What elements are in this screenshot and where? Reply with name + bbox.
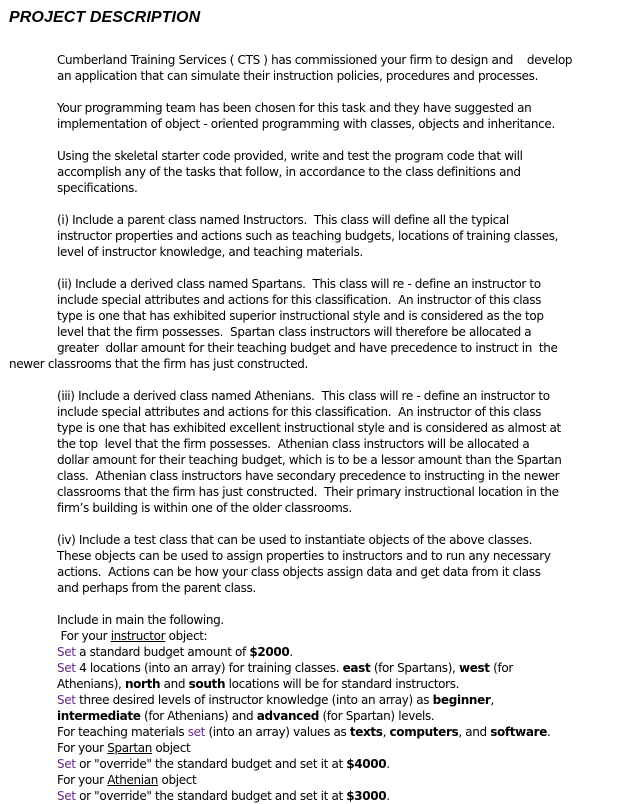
paragraph-intro [57, 52, 585, 84]
text-line: actions. Actions can be how your class objects assign data and get data from it class [57, 565, 541, 579]
text-span: , and [458, 725, 491, 739]
text-span: For your [57, 773, 108, 787]
paragraph-starter-code [57, 148, 585, 196]
text-span: For your [57, 741, 108, 755]
text-span: (for Athenians) and [140, 709, 257, 723]
athenian-budget-value: $3000 [346, 789, 387, 803]
text-span: Athenians), [57, 677, 125, 691]
text-line: These objects can be used to assign properties to instructors and to run any necessary [57, 549, 551, 563]
text-line: instructor properties and actions such as teaching budgets, locations of training classes, [57, 229, 559, 243]
set-keyword: Set [57, 789, 76, 803]
text-span: . [547, 725, 551, 739]
text-span: (into an array) values as [204, 725, 350, 739]
paragraph-team [57, 100, 585, 132]
text-span: (for Spartans), [370, 661, 459, 675]
set-keyword: Set [57, 661, 76, 675]
level-advanced: advanced [256, 709, 319, 723]
material-computers: computers [389, 725, 459, 739]
text-line: (ii) Include a derived class named Spartans. This class will re - define an instructor to [57, 277, 541, 291]
location-east: east [342, 661, 371, 675]
text-line: level that the firm possesses. Spartan class instructors will therefore be allocated a [57, 325, 532, 339]
text-span: and [160, 677, 189, 691]
text-span: , [382, 725, 390, 739]
text-span: For your [57, 629, 111, 643]
text-line: include special attributes and actions for this classification. An instructor of this class [57, 293, 542, 307]
location-west: west [458, 661, 490, 675]
text-span: . [386, 789, 390, 803]
text-line: newer classrooms that the firm has just constructed. [9, 357, 309, 371]
set-keyword: Set [57, 693, 76, 707]
text-line: (iii) Include a derived class named Athenians. This class will re - define an instructor to [57, 389, 550, 403]
locations-line [57, 660, 585, 676]
athenian-heading [57, 772, 585, 788]
spartan-budget-line [57, 756, 585, 772]
levels-line-continued [57, 708, 585, 724]
text-span: object [158, 773, 197, 787]
locations-line-continued [57, 676, 585, 692]
text-line: greater dollar amount for their teaching budget and have precedence to instruct in the [57, 341, 558, 355]
text-line: classrooms that the firm has just constructed. Their primary instructional location in the [57, 485, 559, 499]
level-intermediate: intermediate [57, 709, 141, 723]
text-line: firm’s building is within one of the older classrooms. [57, 501, 352, 515]
instructor-heading [57, 628, 585, 644]
text-line: and perhaps from the parent class. [57, 581, 256, 595]
text-line: an application that can simulate their instruction policies, procedures and processes. [57, 69, 539, 83]
budget-line [57, 644, 585, 660]
text-line: (i) Include a parent class named Instructors. This class will define all the typical [57, 213, 509, 227]
set-keyword: set [187, 725, 205, 739]
paragraph-athenians-class [57, 388, 585, 516]
text-line: Your programming team has been chosen for this task and they have suggested an [57, 101, 532, 115]
page-title: PROJECT DESCRIPTION [9, 9, 201, 26]
text-line: dollar amount for their teaching budget, which is to be a lessor amount than the Spartan [57, 453, 562, 467]
spartan-budget-value: $4000 [346, 757, 387, 771]
text-line: type is one that has exhibited excellent instructional style and is considered as almost at [57, 421, 561, 435]
text-line: level of instructor knowledge, and teaching materials. [57, 245, 363, 259]
text-line: include special attributes and actions for this classification. An instructor of this class [57, 405, 542, 419]
levels-line [57, 692, 585, 708]
text-span: . [386, 757, 390, 771]
text-span: three desired levels of instructor knowledge (into an array) as [75, 693, 433, 707]
text-span: locations will be for standard instructors. [225, 677, 460, 691]
text-span: (for Spartan) levels. [318, 709, 435, 723]
material-software: software [490, 725, 548, 739]
text-span: or "override" the standard budget and set it at [75, 757, 347, 771]
budget-value: $2000 [249, 645, 290, 659]
text-line: (iv) Include a test class that can be used to instantiate objects of the above classes. [57, 533, 533, 547]
text-line: specifications. [57, 181, 138, 195]
text-span: . [289, 645, 293, 659]
spartan-link-text: Spartan [107, 741, 152, 755]
set-keyword: Set [57, 757, 76, 771]
paragraph-instructors-class [57, 212, 585, 260]
text-line: Include in main the following. [57, 613, 224, 627]
text-line: implementation of object - oriented programming with classes, objects and inheritance. [57, 117, 555, 131]
document-body [9, 52, 585, 804]
text-span: 4 locations (into an array) for training classes. [75, 661, 343, 675]
text-span: (for [489, 661, 513, 675]
text-span: , [490, 693, 494, 707]
text-line: type is one that has exhibited superior instructional style and is considered as the top [57, 309, 544, 323]
paragraph-spartans-class [9, 276, 585, 372]
text-span: object [151, 741, 191, 755]
material-texts: texts [349, 725, 383, 739]
text-line: class. Athenian class instructors have secondary precedence to instructing in the newer [57, 469, 560, 483]
text-line: the top level that the firm possesses. Athenian class instructors will be allocated a [57, 437, 530, 451]
text-line: accomplish any of the tasks that follow, in accordance to the class definitions and [57, 165, 521, 179]
athenian-link-text: Athenian [107, 773, 159, 787]
location-north: north [124, 677, 161, 691]
text-span: object: [165, 629, 208, 643]
text-span: For teaching materials [57, 725, 188, 739]
text-line: Using the skeletal starter code provided, write and test the program code that will [57, 149, 523, 163]
text-line: Cumberland Training Services ( CTS ) has commissioned your firm to design and develop [57, 53, 573, 67]
athenian-budget-line [57, 788, 585, 804]
text-span: or "override" the standard budget and set it at [75, 789, 347, 803]
text-span: a standard budget amount of [75, 645, 250, 659]
paragraph-test-class [57, 532, 585, 596]
spartan-heading [57, 740, 585, 756]
level-beginner: beginner [432, 693, 491, 707]
set-keyword: Set [57, 645, 76, 659]
instructor-link-text: instructor [110, 629, 166, 643]
main-requirements [57, 612, 585, 804]
location-south: south [188, 677, 226, 691]
materials-line [57, 724, 585, 740]
